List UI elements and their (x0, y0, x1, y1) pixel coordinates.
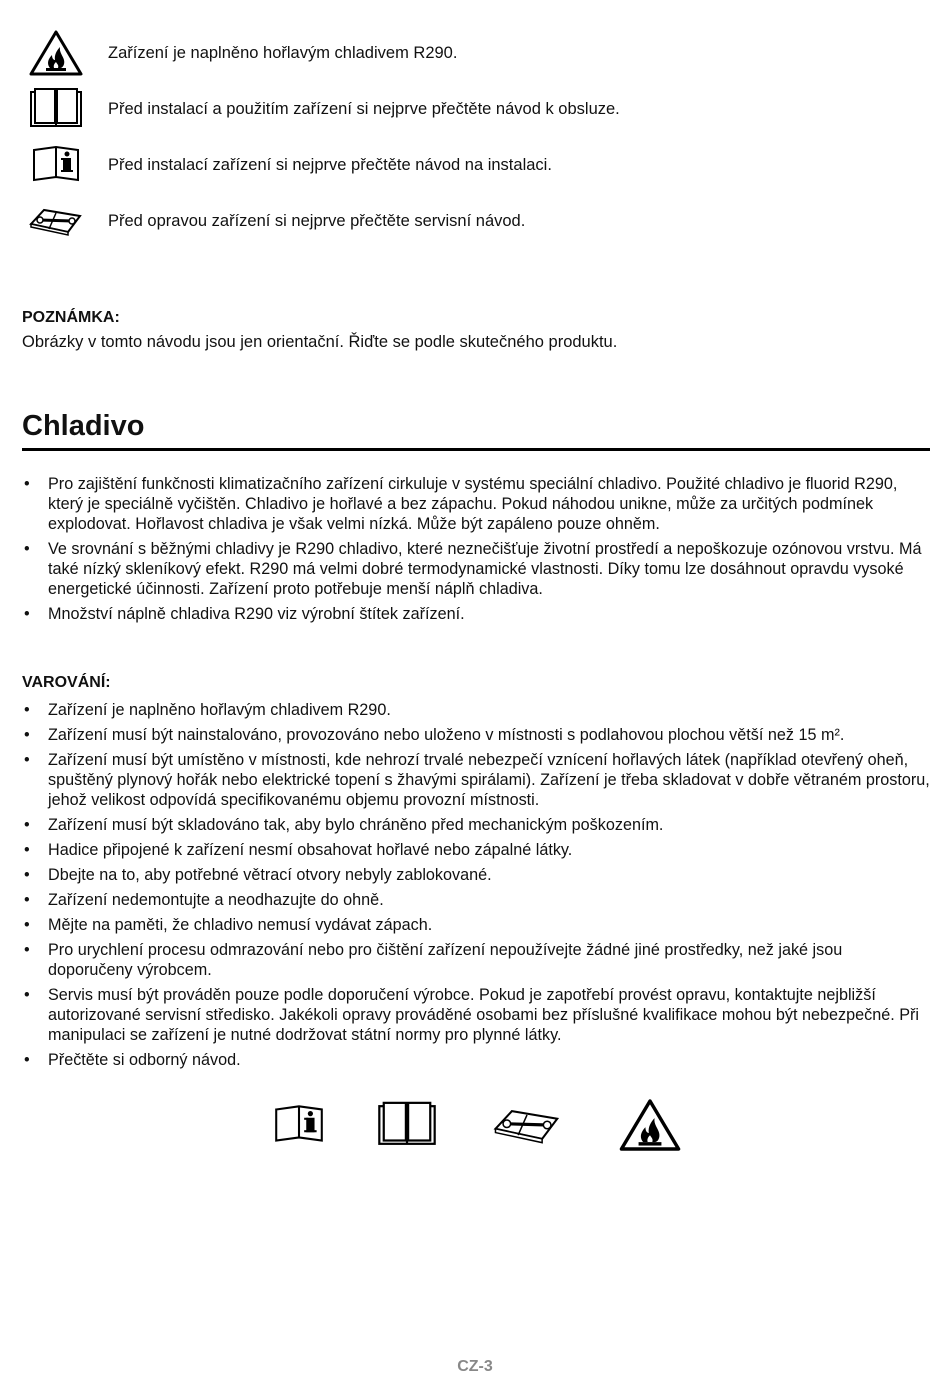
note-label: POZNÁMKA: (22, 309, 120, 326)
section-divider (22, 448, 930, 451)
bullet-icon: • (24, 816, 30, 834)
bullet-icon: • (24, 916, 30, 934)
symbol-text: Před instalací a použitím zařízení si nejprve přečtěte návod k obsluze. (108, 100, 620, 118)
service-manual-icon (484, 1096, 570, 1154)
operation-manual-icon (376, 1096, 438, 1154)
symbol-text: Před opravou zařízení si nejprve přečtěte servisní návod. (108, 212, 526, 230)
page-number: CZ-3 (457, 1358, 493, 1375)
list-item: • Zařízení musí být skladováno tak, aby bylo chráněno před mechanickým poškozením. (24, 816, 664, 834)
bullet-icon: • (24, 1051, 30, 1069)
section-title: Chladivo (22, 410, 145, 442)
bullet-icon: • (24, 701, 30, 719)
list-item: • Pro urychlení procesu odmrazování nebo pro čištění zařízení nepoužívejte žádné jiné prostředky, než jaké jsou doporučeny výrobcem. (24, 941, 843, 979)
symbol-row-flammable (0, 30, 950, 76)
list-item: • Mějte na paměti, že chladivo nemusí vydávat zápach. (24, 916, 433, 934)
symbol-row-installation-manual (0, 142, 950, 188)
bullet-icon: • (24, 605, 30, 623)
list-item: • Zařízení je naplněno hořlavým chladivem R290. (24, 701, 391, 719)
list-item: • Přečtěte si odborný návod. (24, 1051, 241, 1069)
flammable-warning-icon (618, 1096, 682, 1154)
symbol-text: Před instalací zařízení si nejprve přečtěte návod na instalaci. (108, 156, 552, 174)
refrigerant-bullet-list (22, 474, 930, 629)
operation-manual-icon (28, 86, 84, 132)
list-item: • Pro zajištění funkčnosti klimatizačního zařízení cirkuluje v systému speciální chladivo. Použité chladivo je fluorid R290, který je speciálně vyčištěn. Chladivo je hořlavé a bez zápachu. Pokud náhodou unikne, může za určitých podmínek explodovat. Hořlavost chladiva je však velmi nízká. Může být zapáleno pouze ohněm. (24, 475, 898, 533)
flammable-warning-icon (28, 30, 84, 76)
bullet-icon: • (24, 841, 30, 859)
warning-label: VAROVÁNÍ: (22, 674, 111, 691)
list-item: • Zařízení nedemontujte a neodhazujte do ohně. (24, 891, 384, 909)
installation-manual-icon (28, 142, 84, 188)
list-item: • Zařízení musí být umístěno v místnosti, kde nehrozí trvalé nebezpečí vznícení hořlavých látek (například otevřený oheň, spuštěný plynový hořák nebo elektrické topení s žhavými spirálami). Zařízení je třeba skladovat v dobře větraném prostoru, jehož velikost odpovídá specifikovanému objemu provozní místnosti. (24, 751, 930, 809)
bullet-icon: • (24, 941, 30, 959)
bottom-symbol-row (0, 1096, 950, 1156)
list-item: • Ve srovnání s běžnými chladivy je R290 chladivo, které neznečišťuje životní prostředí a nepoškozuje ozónovou vrstvu. Má také nízký skleníkový efekt. R290 má velmi dobré termodynamické vlastnosti. Díky tomu lze dosáhnout opravdu vysoké energetické účinnosti. Zařízení proto potřebuje menší náplň chladiva. (24, 540, 922, 598)
symbol-text: Zařízení je naplněno hořlavým chladivem R290. (108, 44, 458, 62)
bullet-icon: • (24, 726, 30, 744)
list-item: • Dbejte na to, aby potřebné větrací otvory nebyly zablokované. (24, 866, 492, 884)
bullet-icon: • (24, 475, 30, 493)
symbol-row-service-manual (0, 198, 950, 244)
bullet-icon: • (24, 751, 30, 769)
bullet-icon: • (24, 866, 30, 884)
bullet-icon: • (24, 891, 30, 909)
bullet-icon: • (24, 540, 30, 558)
bullet-icon: • (24, 986, 30, 1004)
service-manual-icon (28, 198, 84, 244)
symbol-row-operation-manual (0, 86, 950, 132)
list-item: • Množství náplně chladiva R290 viz výrobní štítek zařízení. (24, 605, 465, 623)
list-item: • Zařízení musí být nainstalováno, provozováno nebo uloženo v místnosti s podlahovou plochou větší než 15 m². (24, 726, 845, 744)
note-text: Obrázky v tomto návodu jsou jen orientační. Řiďte se podle skutečného produktu. (22, 333, 618, 351)
list-item: • Hadice připojené k zařízení nesmí obsahovat hořlavé nebo zápalné látky. (24, 841, 573, 859)
list-item: • Servis musí být prováděn pouze podle doporučení výrobce. Pokud je zapotřebí provést opravu, kontaktujte nejbližší autorizované servisní středisko. Jakékoli opravy prováděné osobami bez příslušné kvalifikace mohou být nebezpečné. Při manipulaci se zařízení je nutné dodržovat státní normy pro plynné látky. (24, 986, 919, 1044)
warning-bullet-list (22, 700, 930, 1075)
installation-manual-icon (270, 1096, 328, 1154)
